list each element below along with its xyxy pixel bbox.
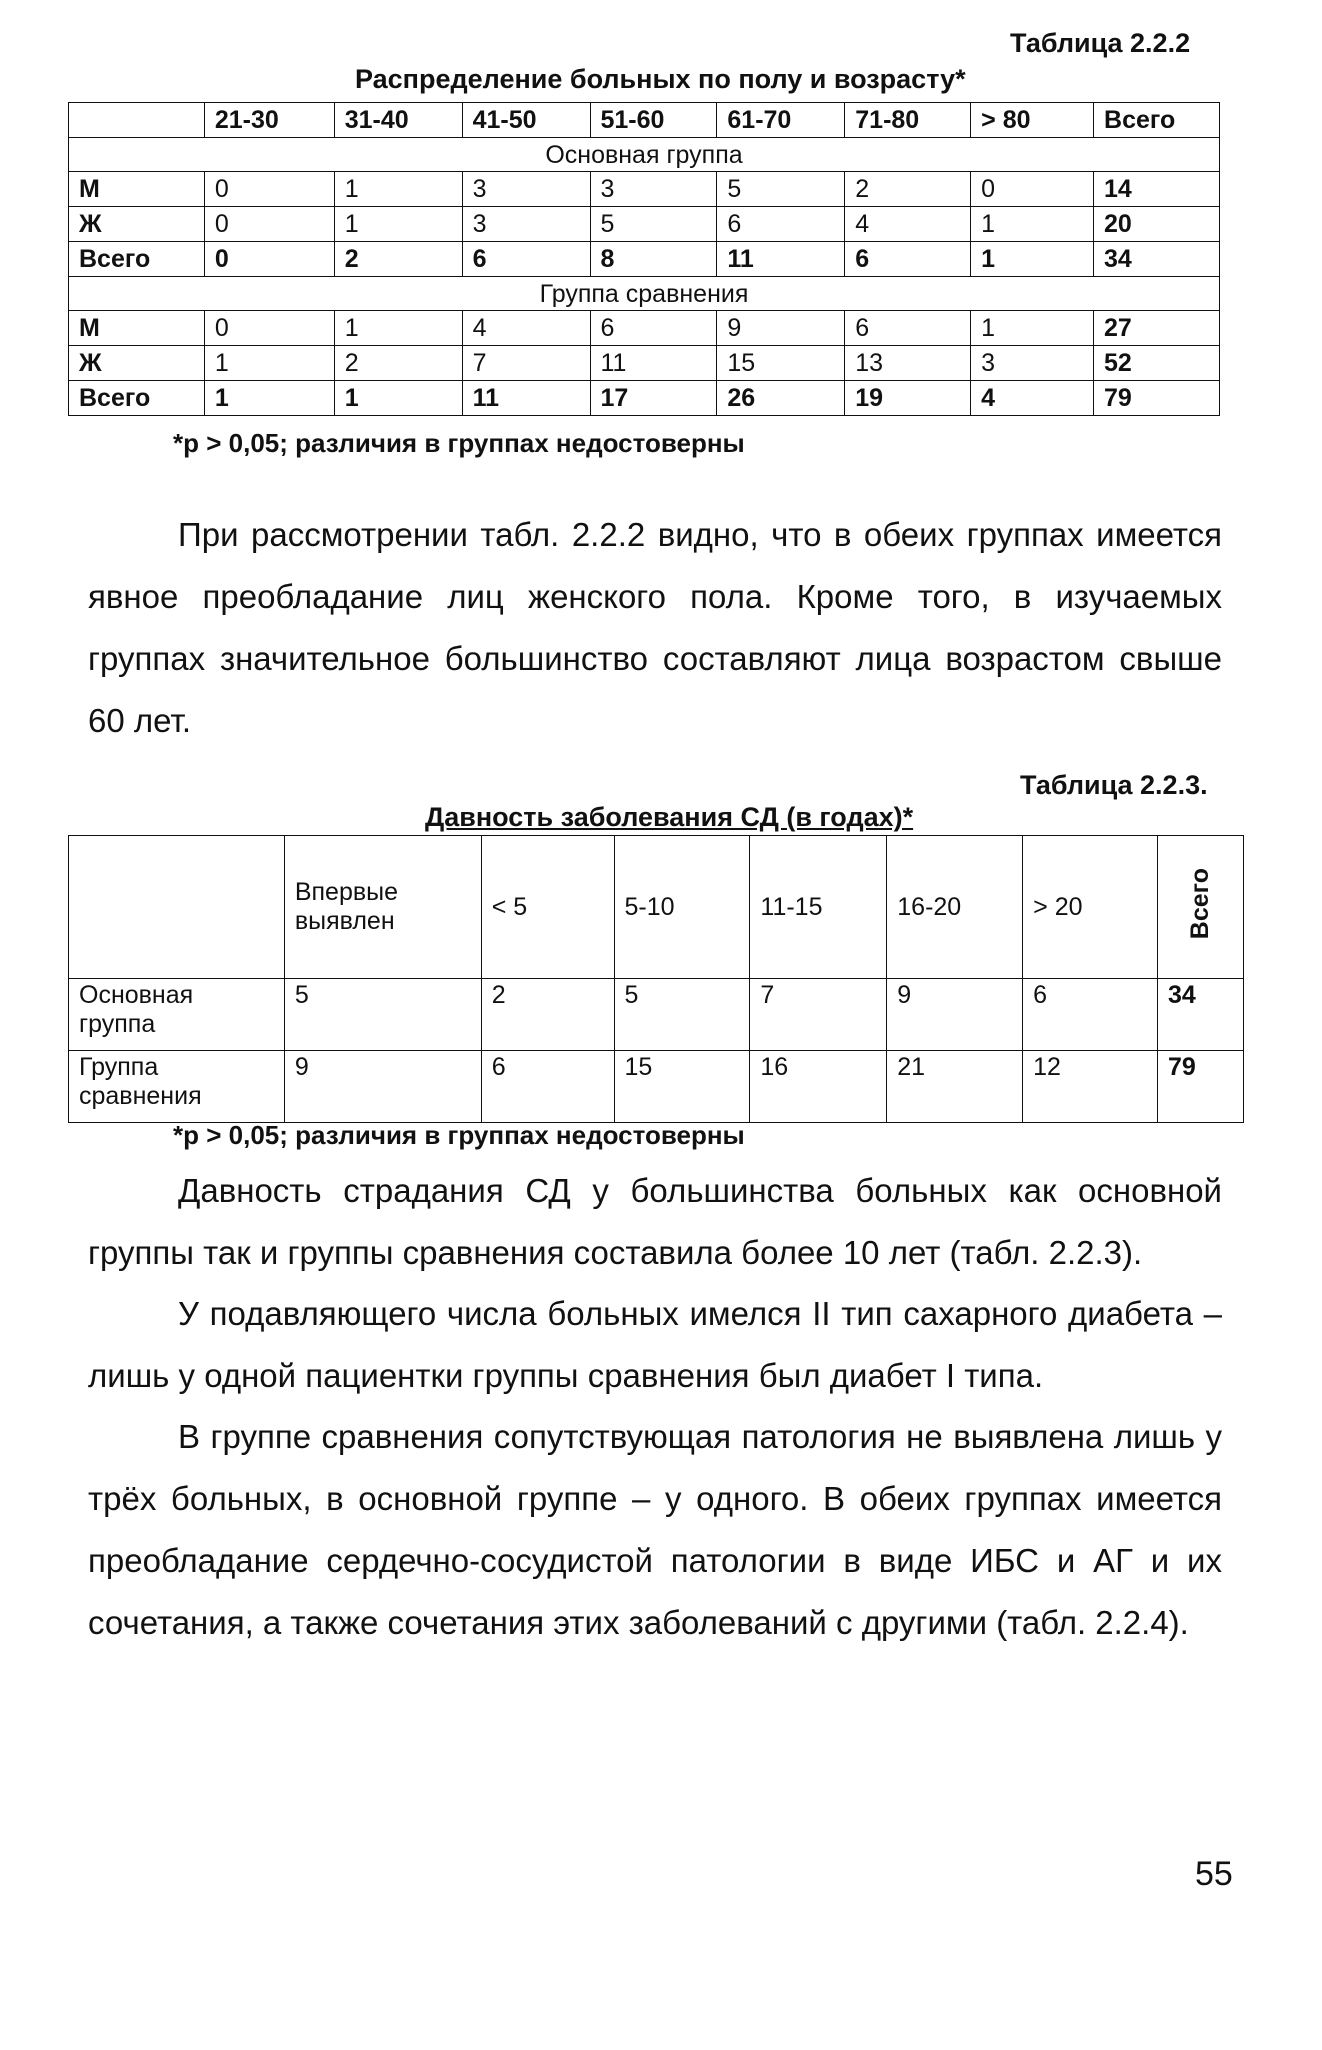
table-cell: 11 <box>717 242 845 277</box>
table-cell: 5 <box>614 979 750 1051</box>
table2-header-row <box>69 836 1244 979</box>
row-label: Всего <box>69 242 205 277</box>
table-cell: 26 <box>717 381 845 416</box>
table1-section-row <box>69 138 1220 172</box>
table1-section-comparison: Группа сравнения <box>69 277 1220 311</box>
table-cell: 3 <box>462 207 590 242</box>
table-cell: 7 <box>462 346 590 381</box>
table-cell: 1 <box>334 172 462 207</box>
table-cell-total: 52 <box>1094 346 1220 381</box>
table1-header-row <box>69 103 1220 138</box>
table-cell: 1 <box>971 207 1094 242</box>
table-row <box>69 346 1220 381</box>
table-cell: 11 <box>462 381 590 416</box>
table-cell: 6 <box>845 242 971 277</box>
table-row <box>69 172 1220 207</box>
table-cell: 1 <box>971 311 1094 346</box>
table-cell: 2 <box>334 346 462 381</box>
table-cell: 17 <box>590 381 717 416</box>
paragraph-3 <box>88 1283 1222 1407</box>
table-cell: 6 <box>481 1051 614 1123</box>
table2-header-cell: Впервые выявлен <box>284 836 481 979</box>
table1-header-cell: 61-70 <box>717 103 845 138</box>
table2-header-cell: 5-10 <box>614 836 750 979</box>
table1-header-cell: > 80 <box>971 103 1094 138</box>
table-cell-total: 27 <box>1094 311 1220 346</box>
table-cell: 16 <box>750 1051 887 1123</box>
table-cell: 12 <box>1023 1051 1158 1123</box>
table-cell: 11 <box>590 346 717 381</box>
table-cell-total: 14 <box>1094 172 1220 207</box>
table2-header-cell: 11-15 <box>750 836 887 979</box>
table-cell: 6 <box>1023 979 1158 1051</box>
paragraph-1 <box>88 504 1222 752</box>
table1-header-cell: 51-60 <box>590 103 717 138</box>
table-cell: 1 <box>334 311 462 346</box>
table-row <box>69 207 1220 242</box>
table-cell: 15 <box>717 346 845 381</box>
table-cell: 0 <box>204 311 334 346</box>
table2-note: *p > 0,05; различия в группах недостоверны <box>173 1120 745 1150</box>
table-cell: 4 <box>845 207 971 242</box>
table1-header-cell: 31-40 <box>334 103 462 138</box>
table1-note: *p > 0,05; различия в группах недостоверны <box>173 428 745 458</box>
table-row <box>69 242 1220 277</box>
table-cell-total: 34 <box>1094 242 1220 277</box>
table-cell: 5 <box>284 979 481 1051</box>
table-cell: 9 <box>717 311 845 346</box>
paragraph-4 <box>88 1406 1222 1654</box>
table-cell: 9 <box>887 979 1023 1051</box>
table-cell: 5 <box>590 207 717 242</box>
row-label: Всего <box>69 381 205 416</box>
row-label: Ж <box>69 346 205 381</box>
table2-total-label: Всего <box>1186 867 1214 940</box>
row-label: Ж <box>69 207 205 242</box>
table-row <box>69 381 1220 416</box>
table2-title: Давность заболевания СД (в годах)* <box>425 802 914 832</box>
table-cell: 6 <box>462 242 590 277</box>
table-row <box>69 1051 1244 1123</box>
table2-header-cell-total <box>1158 836 1244 979</box>
table-cell: 1 <box>334 207 462 242</box>
table-cell: 13 <box>845 346 971 381</box>
table-row <box>69 979 1244 1051</box>
table-age-sex-distribution <box>68 102 1220 416</box>
table-cell: 3 <box>462 172 590 207</box>
table-cell: 1 <box>334 381 462 416</box>
table-cell: 2 <box>334 242 462 277</box>
row-label: М <box>69 311 205 346</box>
table2-header-cell: > 20 <box>1023 836 1158 979</box>
table-row <box>69 311 1220 346</box>
table1-header-cell: Всего <box>1094 103 1220 138</box>
table-cell: 15 <box>614 1051 750 1123</box>
table-cell: 4 <box>462 311 590 346</box>
table1-section-row <box>69 277 1220 311</box>
table-cell-total: 20 <box>1094 207 1220 242</box>
table-cell: 9 <box>284 1051 481 1123</box>
table-cell: 8 <box>590 242 717 277</box>
table-cell: 3 <box>971 346 1094 381</box>
paragraph-1-text: При рассмотрении табл. 2.2.2 видно, что в обеих группах имеется явное преобладание лиц женского пола. Кроме того, в изучаемых группах значительное большинство составляют лица возрастом свыше 60 лет. <box>88 516 1222 739</box>
page-number: 55 <box>1195 1855 1233 1893</box>
table-cell: 0 <box>204 242 334 277</box>
table1-header-cell: 21-30 <box>204 103 334 138</box>
table-cell: 0 <box>204 207 334 242</box>
table-cell: 21 <box>887 1051 1023 1123</box>
table1-header-cell: 71-80 <box>845 103 971 138</box>
table-cell: 4 <box>971 381 1094 416</box>
table-cell: 0 <box>204 172 334 207</box>
table-cell: 2 <box>845 172 971 207</box>
table-cell-total: 34 <box>1158 979 1244 1051</box>
table1-header-cell <box>69 103 205 138</box>
row-label: Основная группа <box>69 979 285 1051</box>
table-cell: 7 <box>750 979 887 1051</box>
table-cell: 3 <box>590 172 717 207</box>
table-cell: 0 <box>971 172 1094 207</box>
table-cell: 1 <box>971 242 1094 277</box>
table-cell: 2 <box>481 979 614 1051</box>
table2-caption: Таблица 2.2.3. <box>1020 770 1208 800</box>
table-cell: 6 <box>590 311 717 346</box>
table-cell: 5 <box>717 172 845 207</box>
table-cell: 19 <box>845 381 971 416</box>
table-cell: 1 <box>204 346 334 381</box>
table-cell-total: 79 <box>1158 1051 1244 1123</box>
paragraph-4-text: В группе сравнения сопутствующая патология не выявлена лишь у трёх больных, в основной группе – у одного. В обеих группах имеется преобладание сердечно-сосудистой патологии в виде ИБС и АГ и их сочетания, а также сочетания этих заболеваний с другими (табл. 2.2.4). <box>88 1418 1222 1641</box>
table-cell: 6 <box>845 311 971 346</box>
paragraph-2 <box>88 1160 1222 1284</box>
table1-caption: Таблица 2.2.2 <box>1010 28 1191 58</box>
paragraph-2-text: Давность страдания СД у большинства больных как основной группы так и группы сравнения составила более 10 лет (табл. 2.2.3). <box>88 1172 1222 1271</box>
table-cell-total: 79 <box>1094 381 1220 416</box>
row-label: Группа сравнения <box>69 1051 285 1123</box>
table1-section-main: Основная группа <box>69 138 1220 172</box>
table-disease-duration <box>68 835 1244 1123</box>
table1-header-cell: 41-50 <box>462 103 590 138</box>
table2-header-cell: < 5 <box>481 836 614 979</box>
table2-header-cell: 16-20 <box>887 836 1023 979</box>
paragraph-3-text: У подавляющего числа больных имелся II тип сахарного диабета – лишь у одной пациентки группы сравнения был диабет I типа. <box>88 1295 1222 1394</box>
table1-title: Распределение больных по полу и возрасту* <box>355 64 966 94</box>
table-cell: 6 <box>717 207 845 242</box>
table2-header-cell <box>69 836 285 979</box>
table-cell: 1 <box>204 381 334 416</box>
row-label: М <box>69 172 205 207</box>
